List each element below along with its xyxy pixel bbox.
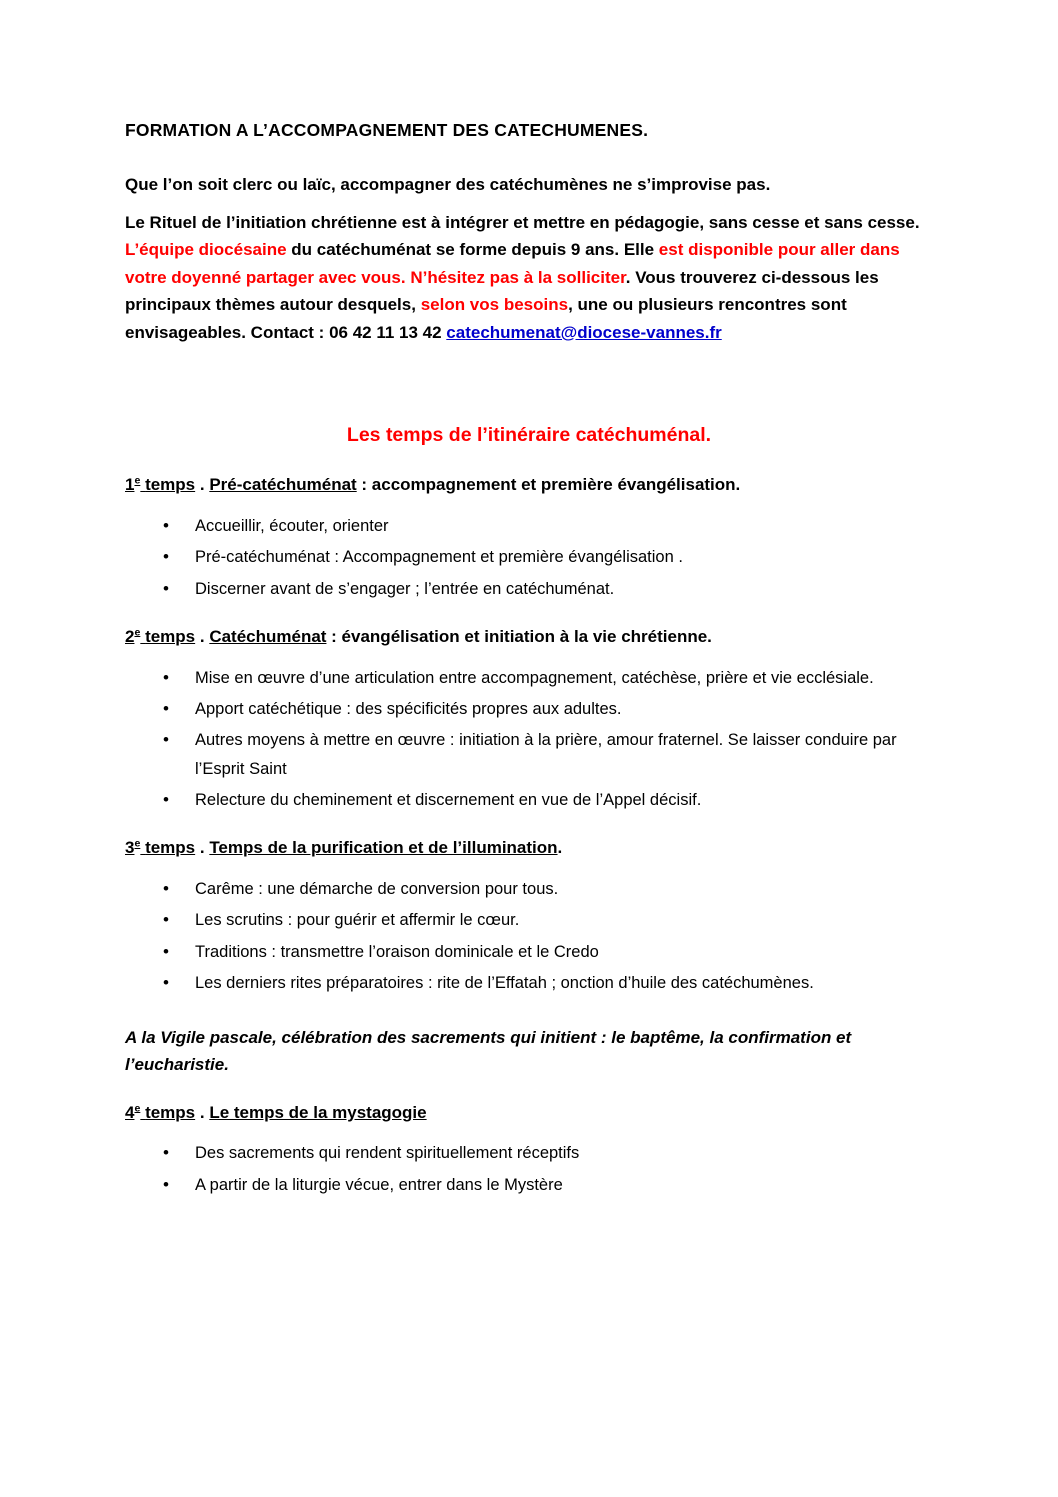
step-label-3: temps <box>145 838 196 858</box>
list-item: • Pré-catéchuménat : Accompagnement et première évangélisation . <box>163 543 933 571</box>
step-separator-4: . <box>195 1102 210 1122</box>
list-item: • Apport catéchétique : des spécificités propres aux adultes. <box>163 695 933 723</box>
step-label-4: temps <box>145 1102 196 1122</box>
step-separator-1: . <box>195 475 210 495</box>
step-heading-1 <box>125 473 933 498</box>
step-bullets-3 <box>125 875 933 998</box>
intro-text-part-2: du catéchuménat se forme depuis 9 ans. Elle <box>286 240 659 260</box>
list-item: • Mise en œuvre d’une articulation entre accompagnement, catéchèse, prière et vie ecclésiale. <box>163 664 933 692</box>
step-label-2: temps <box>145 626 196 646</box>
step-number-4: 4 <box>125 1102 135 1122</box>
step-number-3: 3 <box>125 838 135 858</box>
step-description-2: : évangélisation et initiation à la vie chrétienne. <box>326 626 712 646</box>
step-number-1: 1 <box>125 475 135 495</box>
step-exponent-3: e <box>134 837 141 850</box>
intro-paragraph-1 <box>125 171 933 199</box>
list-item: • Discerner avant de s’engager ; l’entrée en catéchuménat. <box>163 575 933 603</box>
step-heading-2 <box>125 625 933 650</box>
list-item: • A partir de la liturgie vécue, entrer dans le Mystère <box>163 1171 933 1199</box>
step-heading-3 <box>125 836 933 861</box>
list-item: • Carême : une démarche de conversion pour tous. <box>163 875 933 903</box>
list-item: • Les scrutins : pour guérir et affermir le cœur. <box>163 906 933 934</box>
vigil-pascale-note: A la Vigile pascale, célébration des sacrements qui initient : le baptême, la confirmation et l’eucharistie. <box>125 1027 852 1075</box>
step-name-2: Catéchuménat <box>209 626 327 646</box>
highlight-equipe-diocesaine: L’équipe diocésaine <box>125 240 287 260</box>
intro-line-1: Que l’on soit clerc ou laïc, accompagner des catéchumènes ne s’improvise pas. <box>125 175 771 194</box>
step-name-1: Pré-catéchuménat <box>209 475 357 495</box>
step-label-1: temps <box>145 475 196 495</box>
step-bullets-1 <box>125 512 933 603</box>
intro-text-part-4: , une ou plusieurs rencontres sont envisageables. Contact : 06 42 11 13 42 <box>125 295 847 342</box>
step-separator-3: . <box>195 838 210 858</box>
step-heading-4 <box>125 1101 933 1126</box>
step-description-1: : accompagnement et première évangélisation. <box>356 475 741 495</box>
page-title: FORMATION A L’ACCOMPAGNEMENT DES CATECHUMENES. <box>125 120 649 140</box>
intro-paragraph-2 <box>125 209 933 347</box>
list-item: • Des sacrements qui rendent spirituellement réceptifs <box>163 1139 933 1167</box>
list-item: • Relecture du cheminement et discernement en vue de l’Appel décisif. <box>163 786 933 814</box>
list-item: • Autres moyens à mettre en œuvre : initiation à la prière, amour fraternel. Se laisser conduire par l’Esprit Saint <box>163 726 933 783</box>
list-item: • Accueillir, écouter, orienter <box>163 512 933 540</box>
step-description-3: . <box>557 838 563 858</box>
step-bullets-4 <box>125 1139 933 1199</box>
section-heading: Les temps de l’itinéraire catéchuménal. <box>346 424 712 447</box>
step-name-3: Temps de la purification et de l’illumination <box>209 838 558 858</box>
contact-email-link[interactable]: catechumenat@diocese-vannes.fr <box>446 322 722 342</box>
step-exponent-4: e <box>134 1102 141 1115</box>
step-exponent-1: e <box>134 474 141 487</box>
intro-text-part-1: Le Rituel de l’initiation chrétienne est à intégrer et mettre en pédagogie, sans cesse et sans cesse. <box>125 212 920 232</box>
list-item: • Traditions : transmettre l’oraison dominicale et le Credo <box>163 938 933 966</box>
intro-text-part-3: . Vous trouverez ci-dessous les principaux thèmes autour desquels, <box>125 267 879 315</box>
step-name-4: Le temps de la mystagogie <box>209 1102 427 1122</box>
step-separator-2: . <box>195 626 210 646</box>
step-number-2: 2 <box>125 626 135 646</box>
step-bullets-2 <box>125 664 933 815</box>
highlight-disponible: est disponible pour aller dans votre doyenné partager avec vous. N’hésitez pas à la solliciter <box>125 240 900 287</box>
highlight-selon-vos-besoins: selon vos besoins <box>420 295 569 315</box>
step-exponent-2: e <box>134 626 141 639</box>
list-item: • Les derniers rites préparatoires : rite de l’Effatah ; onction d’huile des catéchumènes. <box>163 969 933 997</box>
